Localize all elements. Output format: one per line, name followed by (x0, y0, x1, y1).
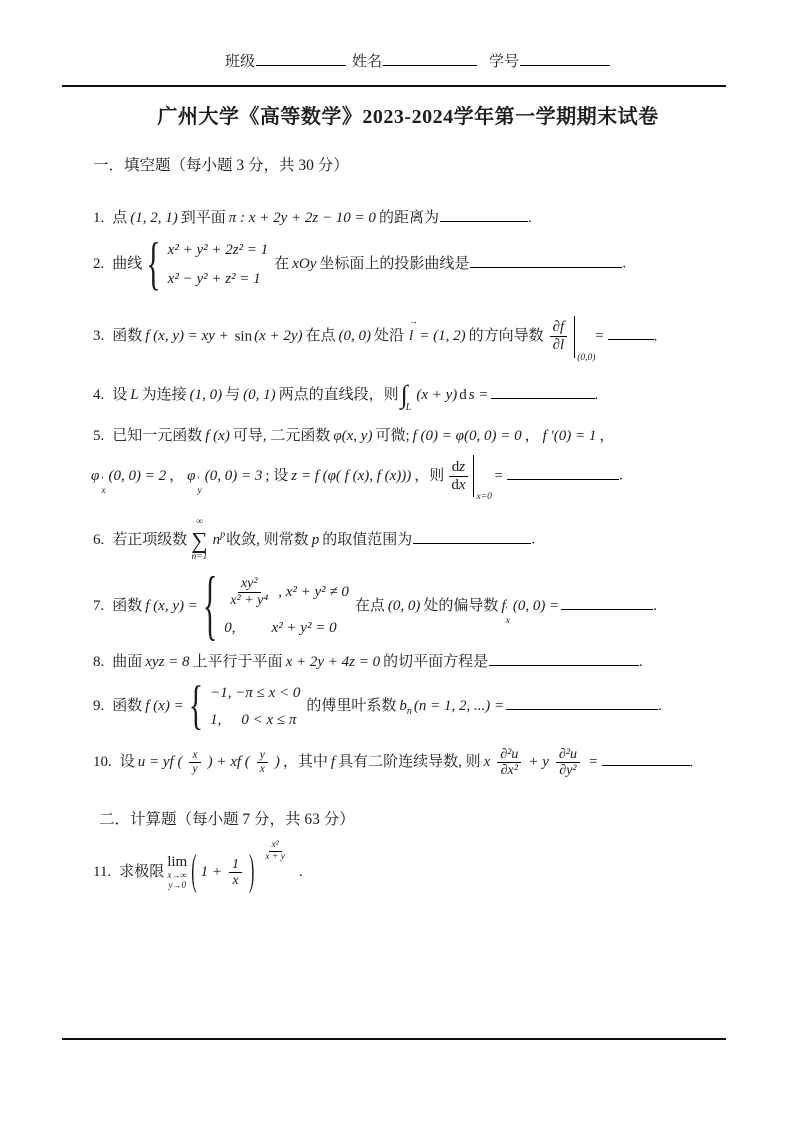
exam-title: 广州大学《高等数学》2023-2024学年第一学期期末试卷 (157, 106, 659, 128)
sum-upper-limit: ∞ (196, 517, 203, 528)
phi-symbol: φ (187, 467, 196, 484)
math-run: φ(x, y) (333, 428, 373, 444)
piece-2 (222, 618, 351, 638)
text-run: 具有二阶连续导数, 则 (338, 754, 481, 771)
math-run: (1, 0) (189, 386, 223, 403)
question-1 (93, 208, 723, 228)
answer-blank (491, 385, 595, 399)
variable: x (458, 476, 466, 493)
section-2-heading: 二．计算题（每小题 7 分，共 63 分） (99, 810, 355, 828)
denominator: x (232, 873, 239, 889)
period: . (639, 653, 643, 670)
math-run: f (x, y) = xy + (145, 328, 233, 345)
sum-lower-limit: n=1 (191, 551, 208, 562)
math-run: (0, 0) (338, 328, 372, 345)
evaluation-bar (574, 316, 596, 363)
prime-subscript-x (506, 607, 510, 627)
exponent (257, 840, 293, 863)
subscript: y (197, 485, 202, 496)
period: . (298, 864, 303, 881)
text-run: 处沿 (374, 328, 405, 345)
text-run: 的方向导数 (468, 328, 544, 345)
comma: ， (599, 428, 615, 444)
second-partial-x (495, 747, 523, 779)
text-run: 上平行于平面 (192, 653, 283, 670)
question-2 (93, 231, 723, 296)
prime-subscript-y (197, 477, 201, 497)
question-number: 3. (93, 328, 105, 345)
math-run: u = yf ( (137, 754, 183, 771)
answer-blank (602, 752, 690, 766)
math-run: (0, 1) (243, 386, 276, 403)
question-number: 11. (93, 864, 112, 881)
text-run: 函数 (112, 328, 143, 345)
section-1-heading: 一．填空题（每小题 3 分，共 30 分） (93, 157, 349, 174)
math-run: π : x + 2y + 2z − 10 = 0 (228, 210, 376, 226)
denominator: x + y (265, 852, 285, 863)
subscript: x (505, 616, 510, 627)
numerator: x² (269, 840, 282, 852)
f-symbol: f (501, 598, 506, 615)
question-number: 7. (93, 598, 105, 615)
denominator: ∂l (552, 337, 565, 354)
equals-sign: = (589, 754, 598, 771)
right-paren: ) (248, 849, 255, 895)
text-run: 处的偏导数 (423, 598, 499, 615)
text-run: ; 设 (265, 467, 289, 484)
math-run: f ′(0) = 1 (542, 428, 597, 444)
text-run: 曲面 (112, 653, 143, 670)
question-number: 5. (93, 428, 105, 444)
prime: ′ (505, 606, 508, 617)
class-label: 班级 (225, 54, 256, 70)
prime: ′ (197, 475, 200, 486)
text-run: 函数 (112, 698, 143, 715)
question-number: 8. (93, 653, 105, 670)
question-number: 10. (93, 754, 112, 771)
lim-word: lim (167, 853, 188, 870)
equals-sign: = (494, 467, 503, 484)
answer-blank (440, 208, 528, 222)
directional-derivative-fraction (548, 319, 570, 354)
name-blank (383, 52, 477, 66)
denominator: ∂x² (500, 763, 518, 779)
text-run: 到平面 (180, 210, 226, 226)
vector-base: l (409, 328, 414, 345)
answer-blank (506, 696, 658, 710)
numerator: x (189, 749, 200, 763)
fraction-x-over-y (187, 749, 202, 776)
text-run: 求极限 (119, 864, 165, 881)
math-run: (0, 0) = (512, 598, 560, 615)
text-run: 设 (119, 754, 135, 771)
equation-2: x² − y² + z² = 1 (167, 270, 261, 287)
integral-subscript: L (405, 401, 412, 413)
math-run: f (x, y) = (145, 598, 198, 615)
fraction-y-over-x (255, 749, 270, 776)
math-run: x (483, 754, 491, 771)
condition: 0 < x ≤ π (241, 712, 297, 729)
sin-function: sin (234, 328, 253, 345)
student-id-blank (520, 52, 610, 66)
math-run: z = f (φ( f (x), f (x))) (291, 467, 412, 484)
question-9 (93, 676, 723, 736)
math-run: + y (528, 754, 549, 771)
question-5-line-2 (91, 455, 723, 503)
math-run: (0, 0) = 2 (108, 467, 167, 484)
class-blank (256, 52, 346, 66)
math-run: p (311, 531, 320, 548)
period: . (527, 210, 532, 226)
question-7 (93, 562, 723, 649)
denominator: ∂y² (559, 763, 577, 779)
second-partial-y (554, 747, 582, 779)
exponent-fraction (260, 840, 290, 863)
text-run: ，其中 (282, 754, 328, 771)
piecewise-function (188, 676, 303, 736)
vector-l (407, 316, 419, 346)
subscript-n: n (406, 706, 412, 718)
math-run: (x + 2y) (254, 328, 303, 345)
math-run: (n = 1, 2, ...) = (413, 698, 505, 715)
vector-arrow: → (409, 316, 419, 327)
question-3 (93, 316, 723, 363)
sum-symbol: ∑ (191, 527, 208, 553)
denominator (448, 477, 468, 494)
math-run: xyz = 8 (145, 653, 190, 670)
period: . (622, 255, 627, 272)
text-run: 点 (112, 210, 128, 226)
math-run: (0, 0) (387, 598, 421, 615)
condition: , x² + y² ≠ 0 (278, 584, 349, 601)
text-run: 的傅里叶系数 (306, 698, 397, 715)
text-run: 的取值范围为 (322, 531, 413, 548)
question-number: 4. (93, 386, 105, 403)
text-run: 的切平面方程是 (383, 653, 489, 670)
text-run: 可导, 二元函数 (232, 428, 331, 444)
math-run: (1, 2, 1) (130, 210, 178, 226)
equation-1: x² + y² + 2z² = 1 (167, 242, 269, 259)
numerator (449, 459, 468, 477)
summation (191, 518, 207, 562)
limit-sub-1: x→∞ (167, 869, 187, 880)
text-run: 收敛, 则常数 (226, 531, 309, 548)
math-run: 1 + (200, 864, 222, 881)
math-run: f (x) (205, 428, 230, 444)
math-run: f (x) = (145, 698, 184, 715)
answer-blank (470, 254, 622, 268)
question-10 (93, 747, 723, 779)
math-run: f (330, 754, 336, 771)
answer-blank (507, 466, 619, 480)
comma: ， (524, 428, 540, 444)
text-run: 已知一元函数 (112, 428, 203, 444)
evaluation-bar (473, 455, 492, 503)
period: . (658, 698, 662, 715)
text-run: 函数 (112, 598, 143, 615)
question-number: 1. (93, 210, 105, 226)
differential-d: d (451, 476, 459, 493)
piecewise-function (202, 562, 351, 649)
text-run: 与 (225, 386, 241, 403)
answer-blank (561, 596, 653, 610)
equation-system (146, 231, 270, 296)
question-4 (93, 379, 723, 413)
math-run: (x + y) (416, 386, 458, 403)
coefficient-b: b (399, 698, 407, 715)
left-brace: { (202, 562, 218, 649)
text-run: 的距离为 (378, 210, 439, 226)
numerator: ∂²u (556, 747, 580, 764)
left-brace: { (146, 231, 161, 296)
denominator: y (192, 763, 198, 776)
answer-blank (608, 326, 654, 340)
numerator: ∂f (550, 319, 568, 337)
numerator: xy² (238, 576, 261, 593)
question-5 (93, 426, 723, 446)
name-label: 姓名 (352, 54, 383, 70)
text-run: 若正项级数 (112, 531, 188, 548)
line-integral (400, 379, 414, 413)
text-run: 曲线 (112, 255, 143, 272)
question-number: 2. (93, 255, 105, 272)
text-run: 设 (112, 386, 128, 403)
integral-sign: ∫ (400, 379, 408, 409)
math-run: L (130, 386, 139, 403)
period: . (653, 328, 658, 345)
comma: ， (169, 467, 185, 484)
variable: z (459, 458, 466, 475)
numerator: ∂²u (497, 747, 521, 764)
period: . (653, 598, 657, 615)
math-run: = (1, 2) (419, 328, 466, 345)
period: . (618, 467, 623, 484)
phi-symbol: φ (91, 467, 100, 484)
exponent-p: p (220, 529, 226, 541)
header-divider (62, 85, 726, 87)
denominator: x (259, 763, 265, 776)
text-run: 为连接 (141, 386, 187, 403)
prime-subscript-x (101, 477, 105, 497)
fraction (225, 576, 273, 608)
subscript: x (101, 485, 106, 496)
prime: ′ (101, 475, 104, 486)
math-run: s = (468, 386, 489, 403)
question-number: 9. (93, 698, 105, 715)
series-term: n (212, 531, 221, 548)
text-run: 在点 (305, 328, 336, 345)
period: . (689, 754, 694, 771)
piece-1 (222, 576, 351, 608)
differential-d: d (451, 458, 460, 475)
header-fields (225, 50, 723, 71)
text-run: 两点的直线段，则 (278, 386, 399, 403)
footer-divider (62, 1038, 726, 1040)
limit-sub-2: y→0 (168, 880, 186, 891)
text-run: 在点 (354, 598, 385, 615)
fraction-1-over-x (227, 857, 244, 889)
question-6 (93, 518, 723, 562)
text-run: 坐标面上的投影曲线是 (319, 255, 470, 272)
numerator: y (257, 749, 268, 763)
evaluation-point: (0,0) (577, 352, 596, 363)
text-run: 在 (274, 255, 290, 272)
piece-1: −1, −π ≤ x < 0 (210, 685, 301, 702)
question-number: 6. (93, 531, 105, 548)
question-8 (93, 652, 723, 672)
limit-subscripts (168, 870, 187, 891)
math-run: ) + xf ( (207, 754, 250, 771)
differential-d: d (459, 386, 467, 403)
numerator: 1 (229, 857, 242, 874)
equals-sign: = (595, 328, 604, 345)
period: . (531, 531, 535, 548)
piece-2 (208, 710, 302, 730)
value: 1, (210, 712, 222, 729)
student-id-label: 学号 (489, 54, 520, 70)
answer-blank (489, 652, 639, 666)
math-run: f (0) = φ(0, 0) = 0 (412, 428, 522, 444)
left-brace: { (188, 676, 204, 736)
derivative-fraction (448, 459, 468, 494)
denominator: x² + y⁴ (230, 592, 269, 608)
condition: x² + y² = 0 (271, 619, 337, 636)
text-run: 可微; (375, 428, 410, 444)
evaluation-point: x=0 (476, 492, 492, 503)
text-run: ，则 (414, 467, 445, 484)
value: 0, (224, 619, 236, 636)
math-run: ) (274, 754, 280, 771)
answer-blank (413, 530, 531, 544)
math-run: (0, 0) = 3 (204, 467, 263, 484)
math-run: xOy (292, 255, 317, 272)
left-paren: ( (191, 849, 197, 895)
math-run: x + 2y + 4z = 0 (285, 653, 381, 670)
question-11 (93, 840, 723, 895)
limit-operator (167, 855, 187, 891)
period: . (594, 386, 599, 403)
